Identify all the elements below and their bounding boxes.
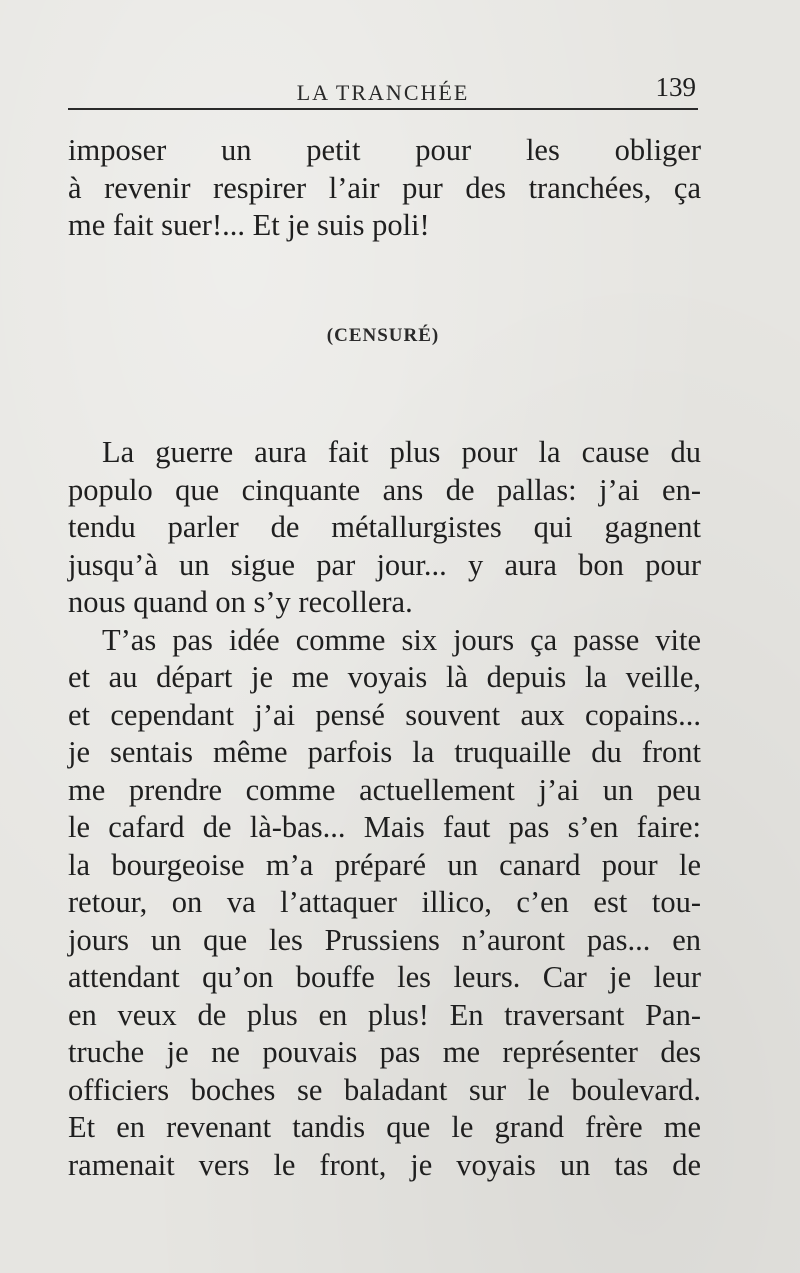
text-line: tendu parler de métallurgistes qui gagnent (68, 510, 701, 544)
text-line: à revenir respirer l’air pur des tranchées, ça (68, 170, 701, 205)
text-line: La guerre aura fait plus pour la cause du (102, 435, 701, 469)
text-line: attendant qu’on bouffe les leurs. Car je leur (68, 960, 701, 994)
text-line: populo que cinquante ans de pallas: j’ai en- (68, 472, 701, 507)
line-fragment-right: pour les obliger (415, 133, 701, 167)
text-line: ramenait vers le front, je voyais un tas de (68, 1147, 701, 1182)
text-line: retour, on va l’attaquer illico, c’en est tou- (68, 885, 701, 919)
text-line: Et en revenant tandis que le grand frère me (68, 1110, 701, 1144)
main-text (68, 434, 701, 1184)
text-line: le cafard de là-bas... Mais faut pas s’en faire: (68, 810, 701, 844)
text-line: la bourgeoise m’a préparé un canard pour le (68, 847, 701, 882)
text-line: me prendre comme actuellement j’ai un peu (68, 772, 701, 807)
running-title: LA TRANCHÉE (296, 80, 470, 105)
text-line: et au départ je me voyais là depuis la veille, (68, 660, 701, 694)
running-header (68, 68, 698, 110)
text-line: nous quand on s’y recollera. (68, 585, 413, 619)
text-line: truche je ne pouvais pas me représenter des (68, 1035, 701, 1069)
text-line: je sentais même parfois la truquaille du front (68, 735, 701, 769)
text-line: jusqu’à un sigue par jour... y aura bon pour (68, 547, 701, 582)
paragraph-1 (68, 434, 701, 622)
paragraph-2 (68, 622, 701, 1185)
text-line: en veux de plus en plus! En traversant Pan- (68, 997, 701, 1032)
line-fragment-left: imposer un petit (68, 133, 361, 167)
top-paragraph (68, 132, 701, 245)
text-line: officiers boches se baladant sur le boulevard. (68, 1072, 701, 1107)
text-line: me fait suer!... Et je suis poli! (68, 208, 430, 242)
page-number: 139 (655, 72, 696, 102)
text-line (68, 132, 701, 170)
text-line: T’as pas idée comme six jours ça passe vite (102, 622, 701, 657)
text-line: et cependant j’ai pensé souvent aux copains... (68, 697, 701, 732)
censorship-note: (CENSURÉ) (326, 325, 440, 346)
text-line: jours un que les Prussiens n’auront pas... en (68, 922, 701, 957)
